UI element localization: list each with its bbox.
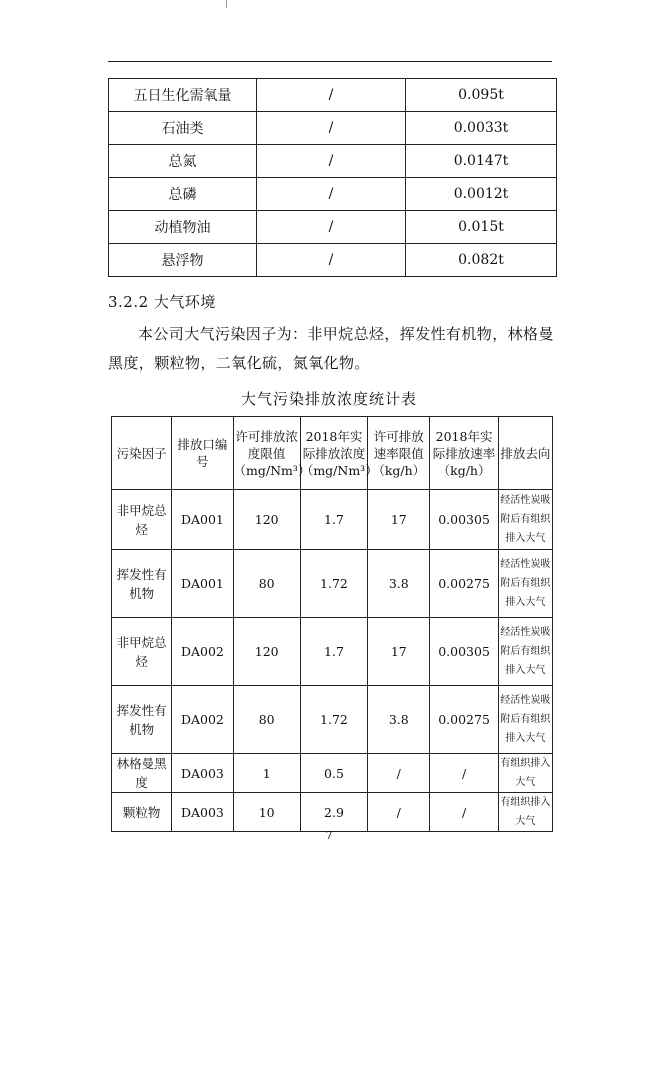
destination-cell: 经活性炭吸附后有组织排入大气: [498, 490, 552, 550]
column-header: 2018年实际排放浓度（mg/Nm³）: [300, 417, 367, 490]
destination-cell: 有组织排入大气: [498, 754, 552, 793]
amount-cell: 0.0033t: [406, 112, 557, 145]
limit-cell: 80: [233, 550, 300, 618]
table-row: [112, 550, 553, 618]
page-number: 7: [325, 829, 333, 842]
rate-actual-cell: 0.00275: [430, 686, 498, 754]
rate-limit-cell: 3.8: [368, 550, 430, 618]
table-row: [109, 178, 557, 211]
factor-cell: 挥发性有机物: [112, 686, 172, 754]
amount-cell: 0.0012t: [406, 178, 557, 211]
actual-cell: 1.7: [300, 618, 367, 686]
table-row: [109, 244, 557, 277]
outlet-cell: DA001: [172, 550, 233, 618]
table-row: [112, 754, 553, 793]
column-header: 排放口编号: [172, 417, 233, 490]
pollutant-name: 动植物油: [109, 211, 257, 244]
column-header: 许可排放速率限值（kg/h）: [368, 417, 430, 490]
pollutant-name: 总磷: [109, 178, 257, 211]
actual-cell: 0.5: [300, 754, 367, 793]
limit-cell: /: [257, 178, 406, 211]
section-heading: 3.2.2 大气环境: [108, 293, 216, 311]
outlet-cell: DA003: [172, 754, 233, 793]
limit-cell: /: [257, 244, 406, 277]
factor-cell: 非甲烷总烃: [112, 490, 172, 550]
rate-limit-cell: 17: [368, 618, 430, 686]
column-header: 许可排放浓度限值（mg/Nm³）: [233, 417, 300, 490]
water-pollutant-table: [108, 78, 557, 277]
section-paragraph: 本公司大气污染因子为：非甲烷总烃，挥发性有机物，林格曼黑度，颗粒物，二氧化硫，氮氧化物。: [108, 325, 554, 372]
limit-cell: 120: [233, 490, 300, 550]
factor-cell: 林格曼黑度: [112, 754, 172, 793]
rate-actual-cell: 0.00305: [430, 618, 498, 686]
rate-limit-cell: 3.8: [368, 686, 430, 754]
limit-cell: 80: [233, 686, 300, 754]
actual-cell: 1.7: [300, 490, 367, 550]
pollutant-name: 五日生化需氧量: [109, 79, 257, 112]
outlet-cell: DA002: [172, 618, 233, 686]
destination-cell: 经活性炭吸附后有组织排入大气: [498, 686, 552, 754]
rate-actual-cell: /: [430, 754, 498, 793]
amount-cell: 0.0147t: [406, 145, 557, 178]
actual-cell: 2.9: [300, 793, 367, 832]
limit-cell: /: [257, 211, 406, 244]
rate-actual-cell: 0.00305: [430, 490, 498, 550]
table-row: [109, 112, 557, 145]
rate-actual-cell: /: [430, 793, 498, 832]
table-row: [112, 686, 553, 754]
limit-cell: /: [257, 79, 406, 112]
limit-cell: /: [257, 112, 406, 145]
scan-mark: [226, 0, 227, 8]
factor-cell: 挥发性有机物: [112, 550, 172, 618]
table-header-row: [112, 417, 553, 490]
table-row: [112, 793, 553, 832]
rate-limit-cell: /: [368, 793, 430, 832]
pollutant-name: 石油类: [109, 112, 257, 145]
actual-cell: 1.72: [300, 550, 367, 618]
rate-limit-cell: 17: [368, 490, 430, 550]
amount-cell: 0.015t: [406, 211, 557, 244]
column-header: 排放去向: [498, 417, 552, 490]
limit-cell: 10: [233, 793, 300, 832]
limit-cell: /: [257, 145, 406, 178]
factor-cell: 颗粒物: [112, 793, 172, 832]
table-title: 大气污染排放浓度统计表: [240, 390, 417, 408]
outlet-cell: DA002: [172, 686, 233, 754]
pollutant-name: 总氮: [109, 145, 257, 178]
column-header: 2018年实际排放速率（kg/h）: [430, 417, 498, 490]
outlet-cell: DA003: [172, 793, 233, 832]
factor-cell: 非甲烷总烃: [112, 618, 172, 686]
rate-actual-cell: 0.00275: [430, 550, 498, 618]
table-row: [109, 145, 557, 178]
outlet-cell: DA001: [172, 490, 233, 550]
destination-cell: 经活性炭吸附后有组织排入大气: [498, 618, 552, 686]
table-row: [109, 79, 557, 112]
rate-limit-cell: /: [368, 754, 430, 793]
amount-cell: 0.082t: [406, 244, 557, 277]
pollutant-name: 悬浮物: [109, 244, 257, 277]
destination-cell: 经活性炭吸附后有组织排入大气: [498, 550, 552, 618]
table-row: [112, 618, 553, 686]
limit-cell: 120: [233, 618, 300, 686]
table-row: [112, 490, 553, 550]
header-rule: [108, 61, 552, 62]
column-header: 污染因子: [112, 417, 172, 490]
limit-cell: 1: [233, 754, 300, 793]
amount-cell: 0.095t: [406, 79, 557, 112]
table-row: [109, 211, 557, 244]
air-emission-table: [111, 416, 553, 832]
destination-cell: 有组织排入大气: [498, 793, 552, 832]
actual-cell: 1.72: [300, 686, 367, 754]
